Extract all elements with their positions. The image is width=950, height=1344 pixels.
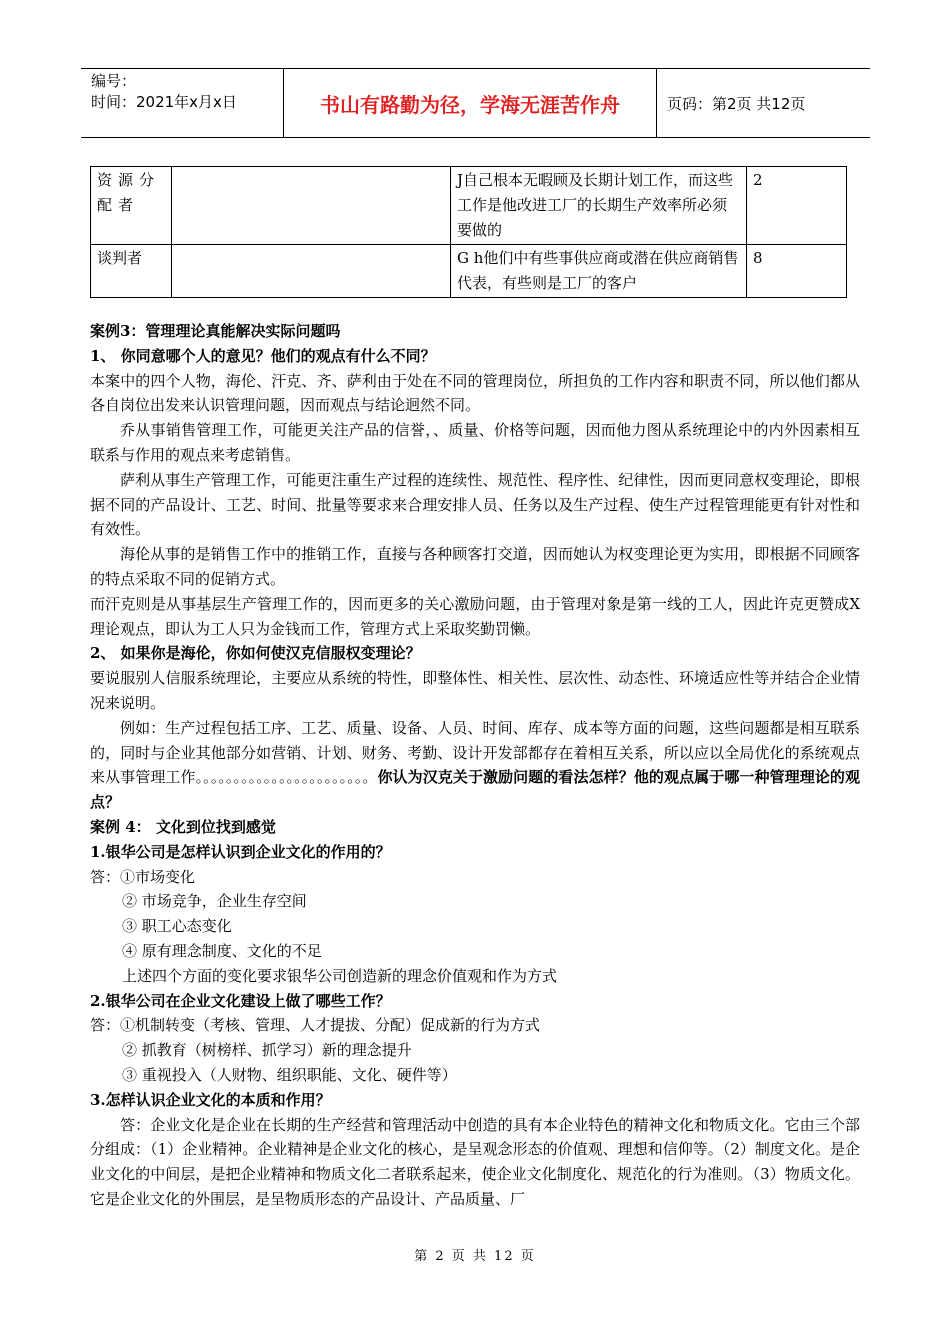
paragraph: 上述四个方面的变化要求银华公司创造新的理念价值观和作为方式 — [122, 966, 558, 985]
answer-item: 答：①市场变化 — [90, 867, 196, 886]
score-cell: 8 — [747, 245, 847, 298]
description-cell: G h他们中有些事供应商或潜在供应商销售代表，有些则是工厂的客户 — [451, 245, 747, 298]
role-cell: 谈判者 — [91, 245, 172, 298]
answer-item: ④ 原有理念制度、文化的不足 — [122, 941, 322, 960]
header-motto: 书山有路勤为径，学海无涯苦作舟 — [284, 69, 657, 137]
question-heading: 1.银华公司是怎样认识到企业文化的作用的？ — [90, 842, 391, 861]
case-heading: 案例 4： 文化到位找到感觉 — [90, 817, 276, 836]
answer-item: ② 市场竞争，企业生存空间 — [122, 892, 307, 911]
role-cell: 资源分配者 — [91, 167, 172, 245]
blank-cell — [172, 167, 451, 245]
paragraph: 答：企业文化是企业在长期的生产经营和管理活动中创造的具有本企业特色的精神文化和物质文化。它由三个部分组成：（1）企业精神。企业精神是企业文化的核心，是呈观念形态的价值观、理想和信仰等。（2）制度文化。是企业文化的中间层，是把企业精神和物质文化二者联系起来，使企业文化制度化、规范化的行为准则。（3）物质文化。它是企业文化的外围层，是呈物质形态的产品设计、产品质量、厂 — [90, 1115, 860, 1208]
question-heading: 1、 你同意哪个人的意见？他们的观点有什么不同？ — [90, 346, 436, 365]
question-inline: 你认为汉克关于激励问题的看法怎样？他的观点属于哪一种管理理论的观点？ — [90, 768, 860, 812]
paragraph — [90, 716, 860, 815]
answer-item: 答：①机制转变（考核、管理、人才提拔、分配）促成新的行为方式 — [90, 1016, 541, 1035]
paragraph: 本案中的四个人物，海伦、汗克、齐、萨利由于处在不同的管理岗位，所担负的工作内容和职责不同，所以他们都从各自岗位出发来认识管理问题，因而观点与结论迥然不同。 — [90, 371, 860, 415]
document-number-label: 编号： — [91, 72, 137, 90]
table-row — [91, 245, 847, 298]
description-cell: J自己根本无暇顾及长期计划工作，而这些工作是他改进工厂的长期生产效率所必须要做的 — [451, 167, 747, 245]
header-page-number: 页码：第2页 共12页 — [667, 94, 806, 113]
document-body — [90, 319, 860, 1212]
question-heading: 3.怎样认识企业文化的本质和作用？ — [90, 1090, 331, 1109]
case-heading: 案例3：管理理论真能解决实际问题吗 — [90, 322, 341, 340]
answer-item: ② 抓教育（树榜样、抓学习）新的理念提升 — [122, 1041, 412, 1060]
paragraph-text: 例如：生产过程包括工序、工艺、质量、设备、人员、时间、库存、成本等方面的问题，这些问题都是相互联系的，同时与企业其他部分如营销、计划、财务、考勤、设计开发部都存在着相互关系，所以应以全局优化的系统观点来从事管理工作。。。。。。。。。。。。。。。。。。。。。。。 — [90, 718, 860, 787]
table-row — [91, 167, 847, 245]
document-date: 时间：2021年x月x日 — [91, 93, 237, 111]
paragraph: 海伦从事的是销售工作中的推销工作，直接与各种顾客打交道，因而她认为权变理论更为实用，即根据不同顾客的特点采取不同的促销方式。 — [90, 545, 860, 588]
score-cell: 2 — [747, 167, 847, 245]
paragraph: 乔从事销售管理工作，可能更关注产品的信誉，、质量、价格等问题，因而他力图从系统理论中的内外因素相互联系与作用的观点来考虑销售。 — [90, 421, 860, 464]
answer-item: ③ 职工心态变化 — [122, 917, 232, 936]
page-header — [81, 68, 870, 138]
paragraph: 而汗克则是从事基层生产管理工作的，因而更多的关心激励问题，由于管理对象是第一线的工人，因此许克更赞成X理论观点，即认为工人只为金钱而工作，管理方式上采取奖勤罚懒。 — [90, 594, 860, 638]
question-heading: 2.银华公司在企业文化建设上做了哪些工作？ — [90, 991, 391, 1010]
paragraph: 要说服别人信服系统理论，主要应从系统的特性，即整体性、相关性、层次性、动态性、环境适应性等并结合企业情况来说明。 — [90, 669, 860, 712]
answer-item: ③ 重视投入（人财物、组织职能、文化、硬件等） — [122, 1065, 457, 1084]
blank-cell — [172, 245, 451, 298]
roles-table — [90, 166, 847, 298]
header-meta — [81, 69, 284, 137]
page-footer: 第 2 页 共 12 页 — [414, 1249, 536, 1264]
question-heading: 2、 如果你是海伦，你如何使汉克信服权变理论？ — [90, 644, 421, 663]
paragraph: 萨利从事生产管理工作，可能更注重生产过程的连续性、规范性、程序性、纪律性，因而更同意权变理论，即根据不同的产品设计、工艺、时间、批量等要求来合理安排人员、任务以及生产过程、使生产过程管理能更有针对性和有效性。 — [90, 470, 860, 539]
